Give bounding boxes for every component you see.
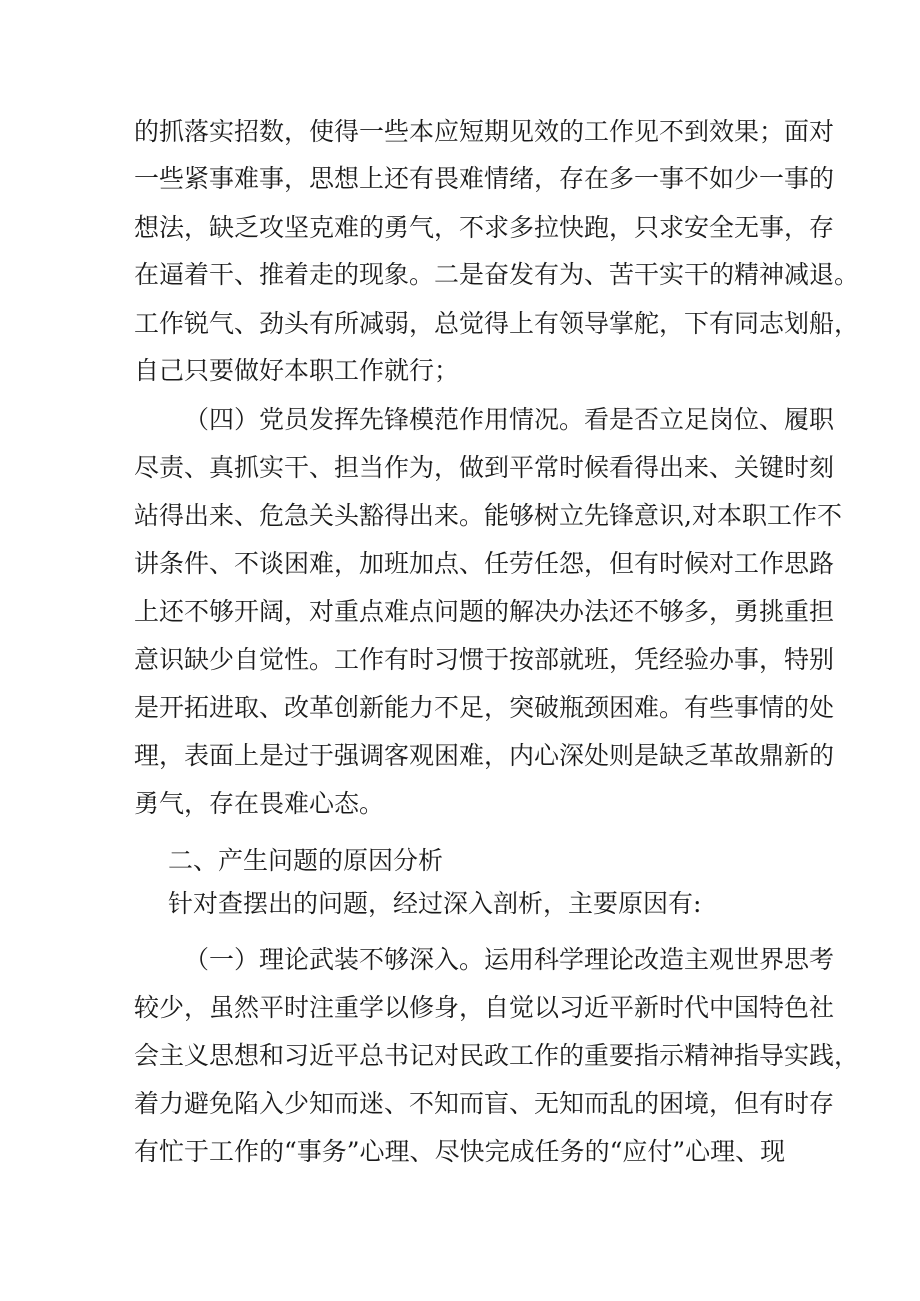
body-text-line: 意识缺少自觉性。工作有时习惯于按部就班，凭经验办事，特别 bbox=[134, 645, 835, 674]
body-text-line: 尽责、真抓实干、担当作为，做到平常时候看得出来、关键时刻 bbox=[134, 453, 835, 482]
body-text-line: 的抓落实招数，使得一些本应短期见效的工作见不到效果；面对 bbox=[134, 117, 835, 146]
body-text-line: 讲条件、不谈困难，加班加点、任劳任怨，但有时候对工作思路 bbox=[134, 549, 835, 578]
body-text-line: 站得出来、危急关头豁得出来。能够树立先锋意识,对本职工作不 bbox=[134, 501, 842, 530]
body-text-line: 会主义思想和习近平总书记对民政工作的重要指示精神指导实践， bbox=[134, 1041, 860, 1070]
section-heading-4: （四）党员发挥先锋模范作用情况。看是否立足岗位、履职 bbox=[184, 405, 835, 434]
body-text-line: 自己只要做好本职工作就行； bbox=[134, 356, 460, 385]
chapter-heading: 二、产生问题的原因分析 bbox=[168, 846, 444, 875]
body-text-line: 想法，缺乏攻坚克难的勇气，不求多拉快跑，只求安全无事，存 bbox=[134, 213, 835, 242]
intro-line: 针对查摆出的问题，经过深入剖析，主要原因有: bbox=[168, 889, 702, 918]
body-text-line: 一些紧事难事，思想上还有畏难情绪，存在多一事不如少一事的 bbox=[134, 164, 835, 193]
body-text-line: 工作锐气、劲头有所减弱，总觉得上有领导掌舵，下有同志划船， bbox=[134, 309, 860, 338]
body-text-line: 上还不够开阔，对重点难点问题的解决办法还不够多，勇挑重担 bbox=[134, 597, 835, 626]
body-text-line: 在逼着干、推着走的现象。二是奋发有为、苦干实干的精神减退。 bbox=[134, 260, 860, 289]
section-heading-1: （一）理论武装不够深入。运用科学理论改造主观世界思考 bbox=[184, 945, 835, 974]
body-text-line: 较少，虽然平时注重学以修身，自觉以习近平新时代中国特色社 bbox=[134, 993, 835, 1022]
body-text-line: 勇气，存在畏难心态。 bbox=[134, 789, 385, 818]
body-text-line: 有忙于工作的“事务”心理、尽快完成任务的“应付”心理、现 bbox=[134, 1137, 786, 1166]
body-text-line: 理，表面上是过于强调客观困难，内心深处则是缺乏革故鼎新的 bbox=[134, 741, 835, 770]
body-text-line: 是开拓进取、改革创新能力不足，突破瓶颈困难。有些事情的处 bbox=[134, 693, 835, 722]
body-text-line: 着力避免陷入少知而迷、不知而盲、无知而乱的困境，但有时存 bbox=[134, 1089, 835, 1118]
